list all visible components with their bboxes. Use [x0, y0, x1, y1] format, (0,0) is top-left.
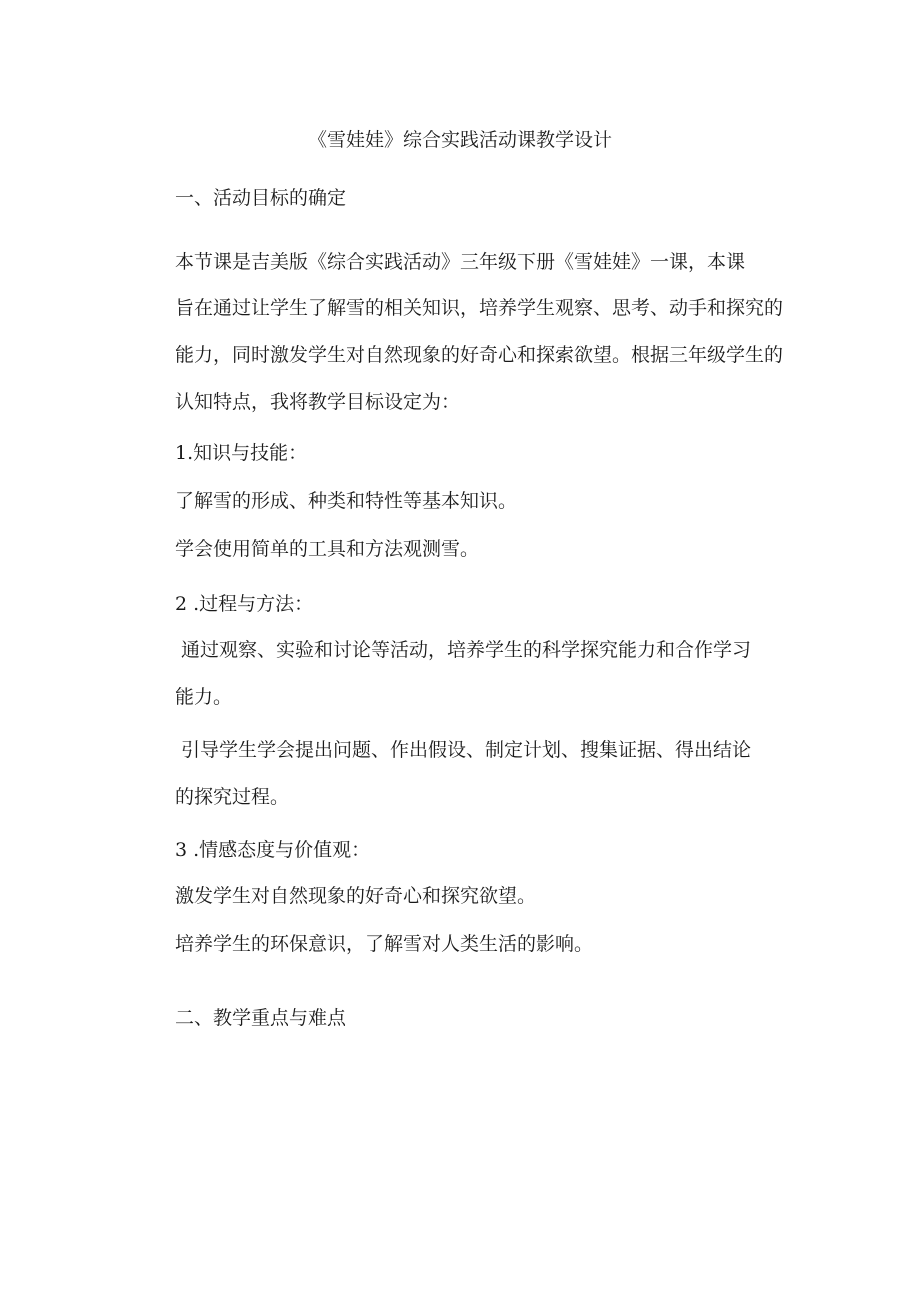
intro-paragraph-line-3: 能力，同时激发学生对自然现象的好奇心和探索欲望。根据三年级学生的	[175, 344, 784, 366]
section-heading-goals: 一、活动目标的确定	[175, 187, 347, 209]
intro-paragraph-line-2: 旨在通过让学生了解雪的相关知识，培养学生观察、思考、动手和探究的	[175, 297, 784, 319]
intro-paragraph-line-1: 本节课是吉美版《综合实践活动》三年级下册《雪娃娃》一课，本课	[175, 251, 746, 273]
goal-heading-process: 2 .过程与方法：	[175, 593, 314, 615]
goal-item-process-1-line-2: 能力。	[175, 686, 233, 708]
goal-item-knowledge-2: 学会使用简单的工具和方法观测雪。	[175, 538, 480, 560]
goal-item-attitude-1: 激发学生对自然现象的好奇心和探究欲望。	[175, 885, 537, 907]
goal-heading-attitude: 3 .情感态度与价值观：	[175, 839, 371, 861]
page-title: 《雪娃娃》综合实践活动课教学设计	[307, 129, 612, 151]
goal-item-process-1-line-1: 通过观察、实验和讨论等活动，培养学生的科学探究能力和合作学习	[181, 639, 752, 661]
goal-item-knowledge-1: 了解雪的形成、种类和特性等基本知识。	[175, 490, 518, 512]
section-heading-key-points: 二、教学重点与难点	[175, 1007, 347, 1029]
goal-item-process-2-line-1: 引导学生学会提出问题、作出假设、制定计划、搜集证据、得出结论	[181, 739, 752, 761]
intro-paragraph-line-4: 认知特点，我将教学目标设定为：	[175, 391, 461, 413]
goal-heading-knowledge: 1.知识与技能：	[175, 442, 308, 464]
goal-item-attitude-2: 培养学生的环保意识，了解雪对人类生活的影响。	[175, 933, 594, 955]
goal-item-process-2-line-2: 的探究过程。	[175, 786, 290, 808]
